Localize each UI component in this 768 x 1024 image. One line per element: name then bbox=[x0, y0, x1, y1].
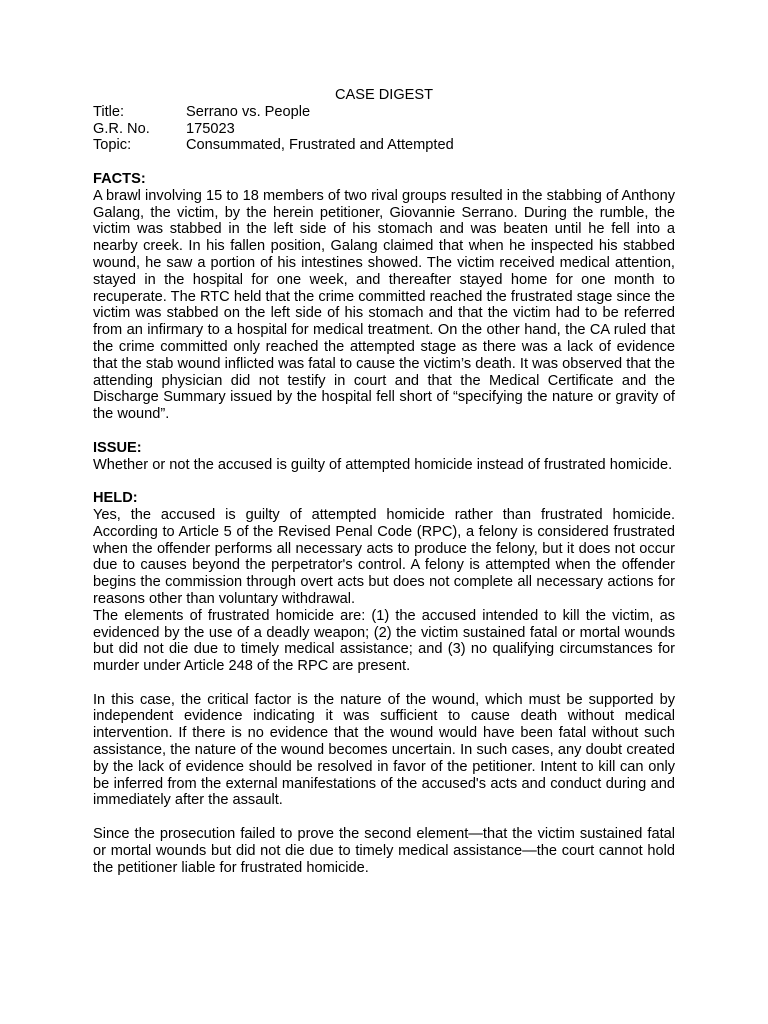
meta-label: Topic: bbox=[93, 137, 132, 154]
meta-row-topic bbox=[93, 137, 675, 154]
gr-number-value: 175023 bbox=[186, 120, 235, 137]
held-paragraph: Since the prosecution failed to prove the second element—that the victim sustained fatal or mortal wounds but did not die due to timely medical assistance—the court cannot hold the petitioner liable for frustrated homicide. bbox=[93, 826, 675, 876]
meta-row-title bbox=[93, 104, 675, 121]
held-paragraph: In this case, the critical factor is the nature of the wound, which must be supported by independent evidence indicating it was sufficient to cause death without medical intervention. If there is no evidence that the wound would have been fatal without such assistance, the nature of the wound becomes uncertain. In such cases, any doubt created by the lack of evidence should be resolved in favor of the petitioner. Intent to kill can only be inferred from the external manifestations of the accused's acts and conduct during and immediately after the assault. bbox=[93, 691, 675, 809]
issue-heading: ISSUE: bbox=[93, 439, 142, 456]
meta-label: Title: bbox=[93, 103, 125, 120]
facts-section bbox=[93, 171, 675, 423]
held-section bbox=[93, 490, 675, 876]
issue-paragraph: Whether or not the accused is guilty of attempted homicide instead of frustrated homicide. bbox=[93, 456, 673, 473]
held-paragraph: The elements of frustrated homicide are: (1) the accused intended to kill the victim, as evidenced by the use of a deadly weapon; (2) the victim sustained fatal or mortal wounds but did not die due to timely medical assistance; and (3) no qualifying circumstances for murder under Article 248 of the RPC are present. bbox=[93, 607, 675, 675]
facts-paragraph: A brawl involving 15 to 18 members of two rival groups resulted in the stabbing of Anthony Galang, the victim, by the herein petitioner, Giovannie Serrano. During the rumble, the victim was stabbed in the left side of his stomach and was beaten until he fell into a nearby creek. In his fallen position, Galang claimed that when he inspected his stabbed wound, he saw a portion of his intestines showed. The victim received medical attention, stayed in the hospital for one week, and thereafter stayed home for one month to recuperate. The RTC held that the crime committed reached the frustrated stage since the victim was stabbed on the left side of his stomach and that the victim had to be referred from an infirmary to a hospital for medical treatment. On the other hand, the CA ruled that the crime committed only reached the attempted stage as there was a lack of evidence that the stab wound inflicted was fatal to cause the victim’s death. It was observed that the attending physician did not testify in court and that the Medical Certificate and the Discharge Summary issued by the hospital fell short of “specifying the nature or gravity of the wound”. bbox=[93, 187, 675, 423]
case-title-value: Serrano vs. People bbox=[186, 103, 311, 120]
case-meta bbox=[93, 104, 675, 154]
held-heading: HELD: bbox=[93, 490, 138, 507]
topic-value: Consummated, Frustrated and Attempted bbox=[186, 137, 454, 154]
issue-section bbox=[93, 440, 675, 474]
document-body bbox=[93, 87, 675, 876]
document-title: CASE DIGEST bbox=[334, 87, 434, 103]
meta-label: G.R. No. bbox=[93, 120, 150, 137]
meta-row-gr-no bbox=[93, 121, 675, 138]
held-paragraph: Yes, the accused is guilty of attempted homicide rather than frustrated homicide. According to Article 5 of the Revised Penal Code (RPC), a felony is considered frustrated when the offender performs all necessary acts to produce the felony, but it does not occur due to causes beyond the perpetrator's control. A felony is attempted when the offender begins the commission through overt acts but does not complete all necessary actions for reasons other than voluntary withdrawal. bbox=[93, 506, 675, 607]
facts-heading: FACTS: bbox=[93, 170, 146, 187]
